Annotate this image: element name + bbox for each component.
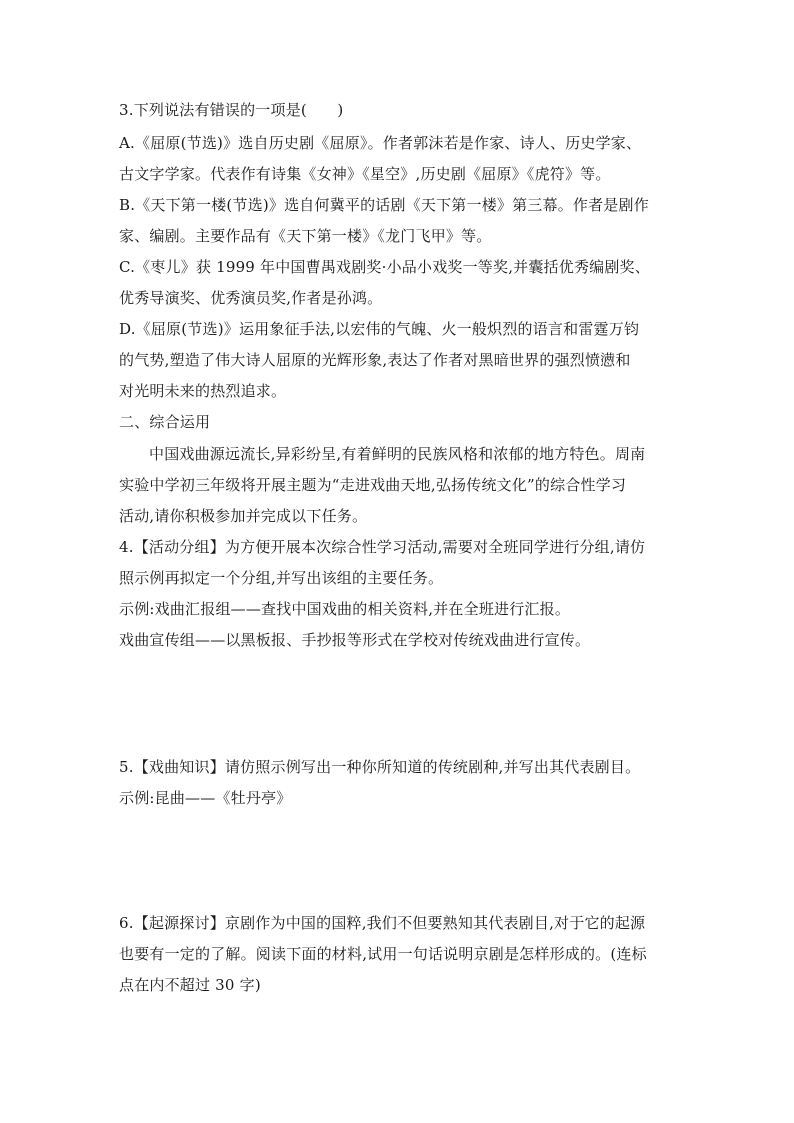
q6-line2: 也要有一定的了解。阅读下面的材料,试用一句话说明京剧是怎样形成的。(连标	[119, 945, 647, 963]
section-heading: 二、综合运用	[119, 413, 211, 431]
q5-example: 示例:昆曲——《牡丹亭》	[119, 789, 292, 807]
q6-line3: 点在内不超过 30 字)	[119, 976, 261, 994]
q3-option-d-line3: 对光明未来的热烈追求。	[119, 382, 287, 400]
q3-option-d-line2: 的气势,塑造了伟大诗人屈原的光辉形象,表达了作者对黑暗世界的强烈愤懑和	[119, 351, 631, 369]
q3-option-d-line1: D.《屈原(节选)》运用象征手法,以宏伟的气魄、火一般炽烈的语言和雷霆万钧	[119, 320, 640, 338]
q3-option-a-line1: A.《屈原(节选)》选自历史剧《屈原》。作者郭沫若是作家、诗人、历史学家、	[119, 134, 642, 152]
q4-line2: 照示例再拟定一个分组,并写出该组的主要任务。	[119, 569, 444, 587]
section-intro-line1: 中国戏曲源远流长,异彩纷呈,有着鲜明的民族风格和浓郁的地方特色。周南	[149, 445, 646, 463]
q4-line1: 4.【活动分组】为方便开展本次综合性学习活动,需要对全班同学进行分组,请仿	[119, 538, 646, 556]
q6-line1: 6.【起源探讨】京剧作为中国的国粹,我们不但要熟知其代表剧目,对于它的起源	[119, 914, 646, 932]
q5-line1: 5.【戏曲知识】请仿照示例写出一种你所知道的传统剧种,并写出其代表剧目。	[119, 758, 641, 776]
q4-example1: 示例:戏曲汇报组——查找中国戏曲的相关资料,并在全班进行汇报。	[119, 600, 571, 618]
q3-stem: 3.下列说法有错误的一项是( )	[119, 101, 344, 119]
q3-option-c-line1: C.《枣儿》获 1999 年中国曹禺戏剧奖·小品小戏奖一等奖,并囊括优秀编剧奖、	[119, 258, 650, 276]
section-intro-line2: 实验中学初三年级将开展主题为“走进戏曲天地,弘扬传统文化”的综合性学习	[119, 476, 627, 494]
q3-option-b-line1: B.《天下第一楼(节选)》选自何冀平的话剧《天下第一楼》第三幕。作者是剧作	[119, 196, 649, 214]
section-intro-line3: 活动,请你积极参加并完成以下任务。	[119, 507, 368, 525]
q4-example2: 戏曲宣传组——以黑板报、手抄报等形式在学校对传统戏曲进行宣传。	[119, 631, 591, 649]
q3-option-c-line2: 优秀导演奖、优秀演员奖,作者是孙鸿。	[119, 289, 383, 307]
q3-option-b-line2: 家、编剧。主要作品有《天下第一楼》《龙门飞甲》等。	[119, 227, 492, 245]
q3-option-a-line2: 古文字学家。代表作有诗集《女神》《星空》,历史剧《屈原》《虎符》等。	[119, 165, 611, 183]
